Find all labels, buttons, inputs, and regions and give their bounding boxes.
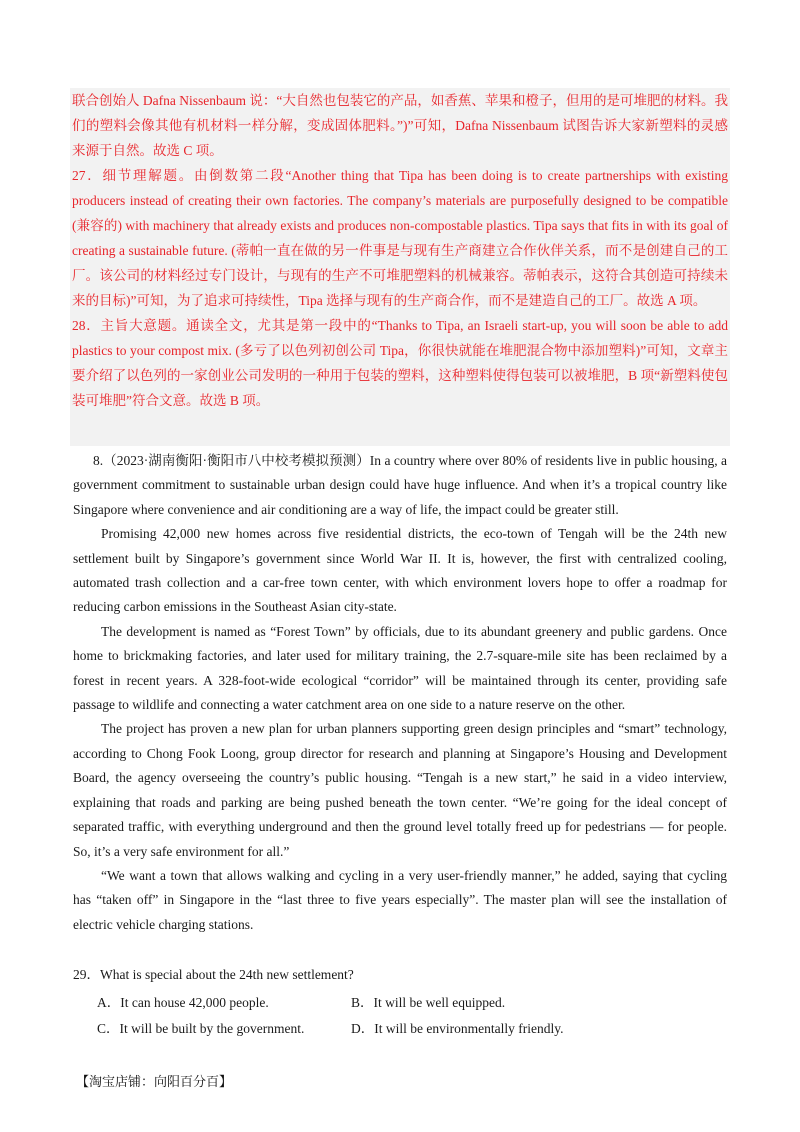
option-a: A．It can house 42,000 people. [97,995,269,1010]
passage-paragraph-1: 8.（2023·湖南衡阳·衡阳市八中校考模拟预测）In a country where over 80% of residents live in public housing, a government commitment to sustainable urban design could have huge influence. And when it’s a tropical country like Singapore where convenience and air conditioning are a way of life, the impact could be greater still. [73,453,727,517]
option-c: C．It will be built by the government. [97,1021,305,1036]
options-row-1 [97,988,717,1014]
option-b: B．It will be well equipped. [351,995,506,1010]
passage-paragraph-3: The development is named as “Forest Town” by officials, due to its abundant greenery and public gardens. Once home to brickmaking factories, and later used for military training, the 2.7-square-mile site has been reclaimed by a forest in recent years. A 328-foot-wide ecological “corridor” will be maintained through its center, providing safe passage to wildlife and connecting a water catchment area on one side to a nature reserve on the other. [73,623,727,713]
options-row-2 [97,1014,717,1040]
footer-shop-label: 【淘宝店铺：向阳百分百】 [76,1074,233,1089]
answer-paragraph-26: 联合创始人 Dafna Nissenbaum 说：“大自然也包装它的产品，如香蕉、苹果和橙子，但用的是可堆肥的材料。我们的塑料会像其他有机材料一样分解，变成固体肥料。”)”可知，Dafna Nissenbaum 试图告诉大家新塑料的灵感来源于自然。故选 C 项。 [72,93,728,158]
answer-paragraph-28: 28．主旨大意题。通读全文，尤其是第一段中的“Thanks to Tipa, an Israeli start-up, you will soon be able to add plastics to your compost mix. (多亏了以色列初创公司 Tipa，你很快就能在堆肥混合物中添加塑料)”可知，文章主要介绍了以色列的一家创业公司发明的一种用于包装的塑料，这种塑料使得包装可以被堆肥，B 项“新塑料使包装可堆肥”符合文意。故选 B 项。 [72,318,728,408]
question-stem: 29．What is special about the 24th new settlement? [73,967,354,982]
question-options [97,988,717,1040]
reading-passage [73,449,727,937]
answer-explanation-block [70,88,730,446]
passage-paragraph-2: Promising 42,000 new homes across five residential districts, the eco-town of Tengah will be the 24th new settlement built by Singapore’s government since World War II. It is, however, the first with centralized cooling, automated trash collection and a car-free town center, with which environment lovers hope to offer a roadmap for reducing carbon emissions in the Southeast Asian city-state. [73,526,727,615]
option-d: D．It will be environmentally friendly. [351,1021,564,1036]
answer-paragraph-27: 27．细节理解题。由倒数第二段“Another thing that Tipa has been doing is to create partnerships with existing producers instead of creating their own factories. The company’s materials are purposefully designed to be compatible (兼容的) with machinery that already exists and produces non-compostable plastics. Tipa says that fits in with its goal of creating a sustainable future. (蒂帕一直在做的另一件事是与现有生产商建立合作伙伴关系，而不是创建自己的工厂。该公司的材料经过专门设计，与现有的生产不可堆肥塑料的机械兼容。蒂帕表示，这符合其创造可持续未来的目标)”可知，为了追求可持续性，Tipa 选择与现有的生产商合作，而不是建造自己的工厂。故选 A 项。 [72,168,728,308]
passage-paragraph-4: The project has proven a new plan for urban planners supporting green design principles and “smart” technology, according to Chong Fook Loong, group director for research and planning at Singapore’s Housing and Development Board, the agency overseeing the country’s public housing. “Tengah is a new start,” he said in a video interview, explaining that roads and parking are being pushed beneath the town center. “We’re going for the ideal concept of separated traffic, with everything underground and then the ground level totally freed up for pedestrians — for people. So, it’s a very safe environment for all.” [73,721,727,859]
passage-paragraph-5: “We want a town that allows walking and cycling in a very user-friendly manner,” he added, saying that cycling has “taken off” in Singapore in the “last three to five years especially”. The master plan will see the installation of electric vehicle charging stations. [73,867,727,932]
